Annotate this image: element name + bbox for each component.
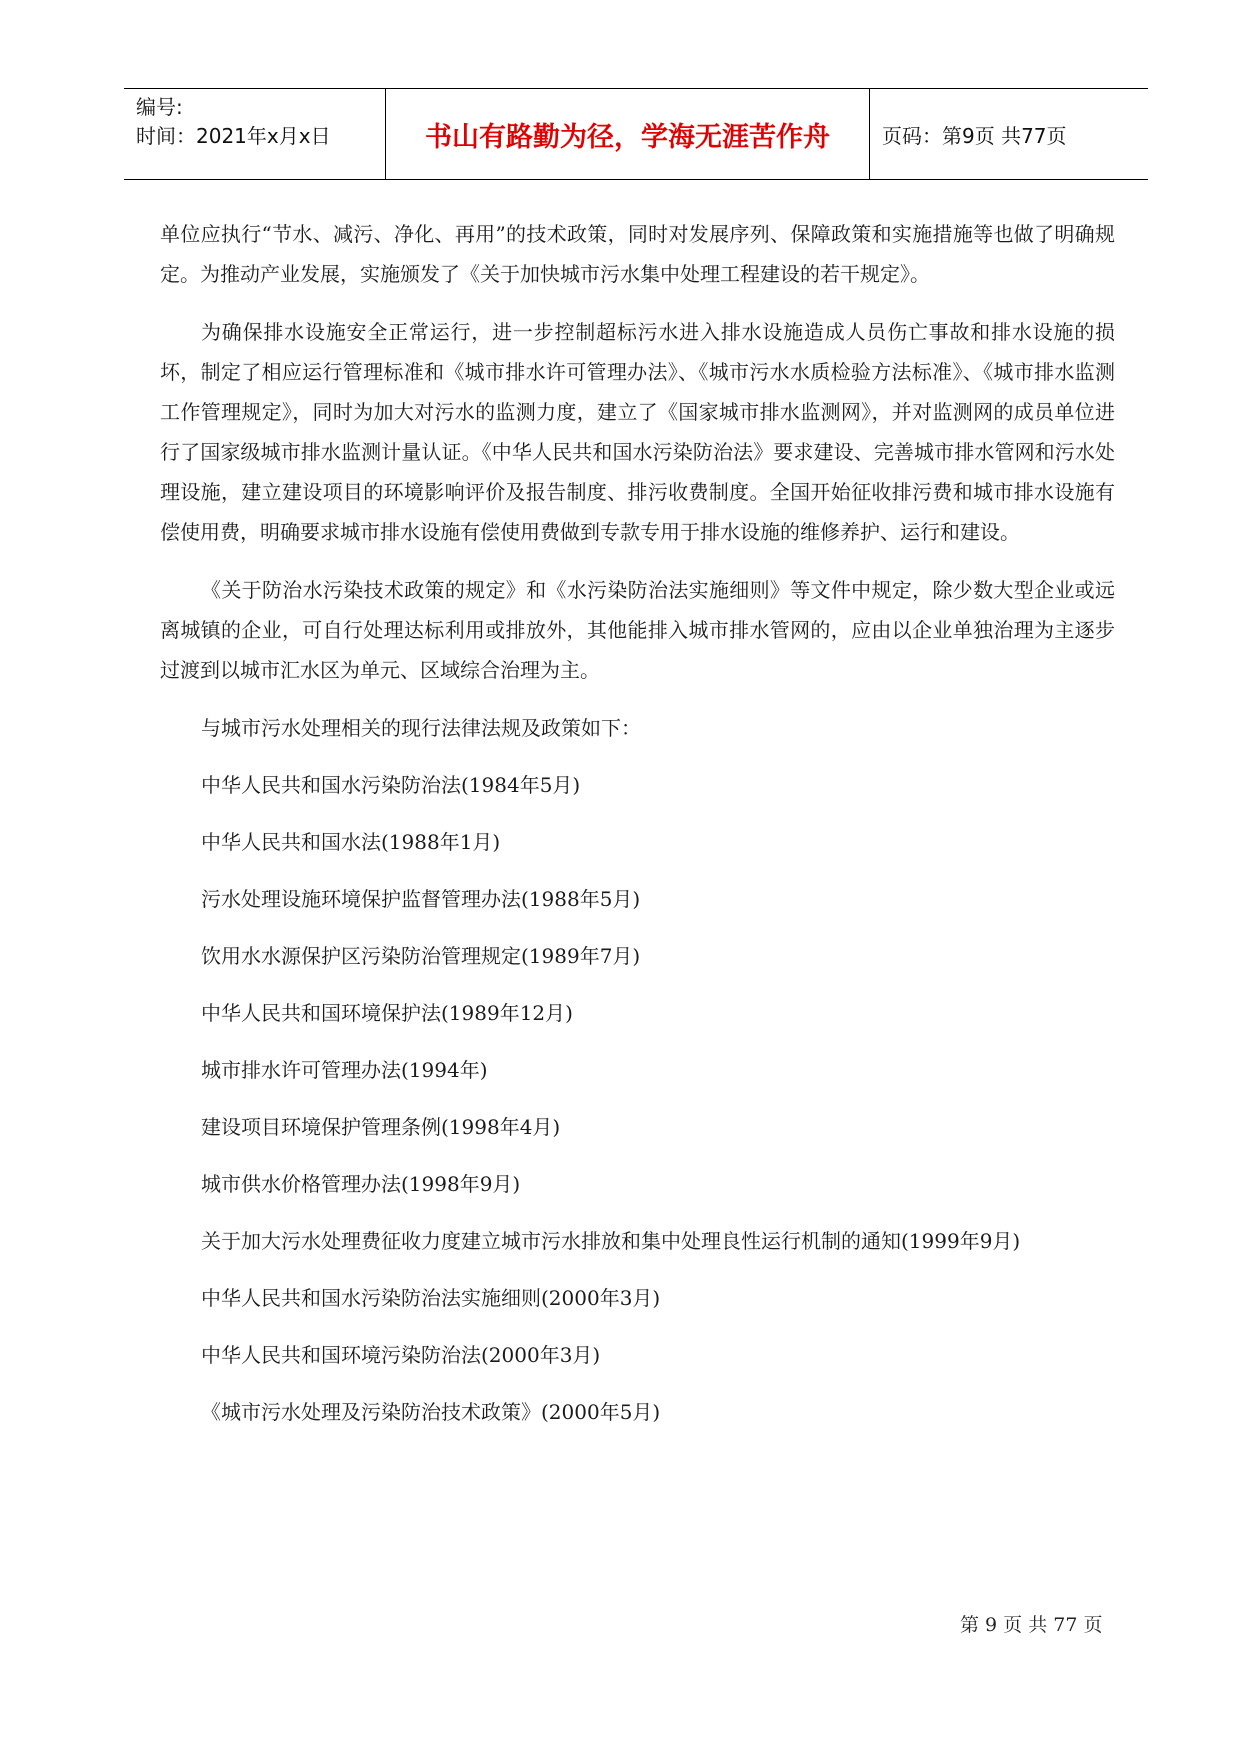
law-item: 城市供水价格管理办法(1998年9月): [201, 1172, 521, 1196]
document-body: [160, 214, 1115, 1449]
header-page-info: 页码：第9页 共77页: [882, 123, 1067, 148]
serial-label: 编号:: [136, 95, 183, 119]
law-item: 中华人民共和国环境污染防治法(2000年3月): [201, 1343, 601, 1367]
page-header: [124, 88, 1148, 180]
paragraph: 《关于防治水污染技术政策的规定》和《水污染防治法实施细则》等文件中规定，除少数大型企业或远离城镇的企业，可自行处理达标利用或排放外，其他能排入城市排水管网的，应由以企业单独治理为主逐步过渡到以城市汇水区为单元、区域综合治理为主。: [160, 578, 1115, 682]
law-item: 关于加大污水处理费征收力度建立城市污水排放和集中处理良性运行机制的通知(1999年9月): [201, 1229, 1021, 1253]
page-footer: 第 9 页 共 77 页: [960, 1614, 1103, 1636]
paragraph: 为确保排水设施安全正常运行，进一步控制超标污水进入排水设施造成人员伤亡事故和排水设施的损坏，制定了相应运行管理标准和《城市排水许可管理办法》、《城市污水水质检验方法标准》、《城市排水监测工作管理规定》，同时为加大对污水的监测力度，建立了《国家城市排水监测网》，并对监测网的成员单位进行了国家级城市排水监测计量认证。《中华人民共和国水污染防治法》要求建设、完善城市排水管网和污水处理设施，建立建设项目的环境影响评价及报告制度、排污收费制度。全国开始征收排污费和城市排水设施有偿使用费，明确要求城市排水设施有偿使用费做到专款专用于排水设施的维修养护、运行和建设。: [160, 320, 1115, 544]
law-list-intro: 与城市污水处理相关的现行法律法规及政策如下：: [201, 716, 641, 740]
law-item: 饮用水水源保护区污染防治管理规定(1989年7月): [201, 944, 641, 968]
header-meta: [124, 89, 386, 179]
law-item: 中华人民共和国水污染防治法实施细则(2000年3月): [201, 1286, 661, 1310]
law-item: 建设项目环境保护管理条例(1998年4月): [201, 1115, 561, 1139]
law-item: 中华人民共和国环境保护法(1989年12月): [201, 1001, 573, 1025]
time-label: 时间：2021年x月x日: [136, 124, 331, 148]
law-item: 中华人民共和国水污染防治法(1984年5月): [201, 773, 581, 797]
law-item: 中华人民共和国水法(1988年1月): [201, 830, 501, 854]
law-item: 污水处理设施环境保护监督管理办法(1988年5月): [201, 887, 641, 911]
law-item: 《城市污水处理及污染防治技术政策》(2000年5月): [201, 1400, 661, 1424]
law-item: 城市排水许可管理办法(1994年): [201, 1058, 488, 1082]
header-motto: 书山有路勤为径，学海无涯苦作舟: [386, 89, 870, 179]
paragraph: 单位应执行“节水、减污、净化、再用”的技术政策，同时对发展序列、保障政策和实施措施等也做了明确规定。为推动产业发展，实施颁发了《关于加快城市污水集中处理工程建设的若干规定》。: [160, 222, 1115, 286]
